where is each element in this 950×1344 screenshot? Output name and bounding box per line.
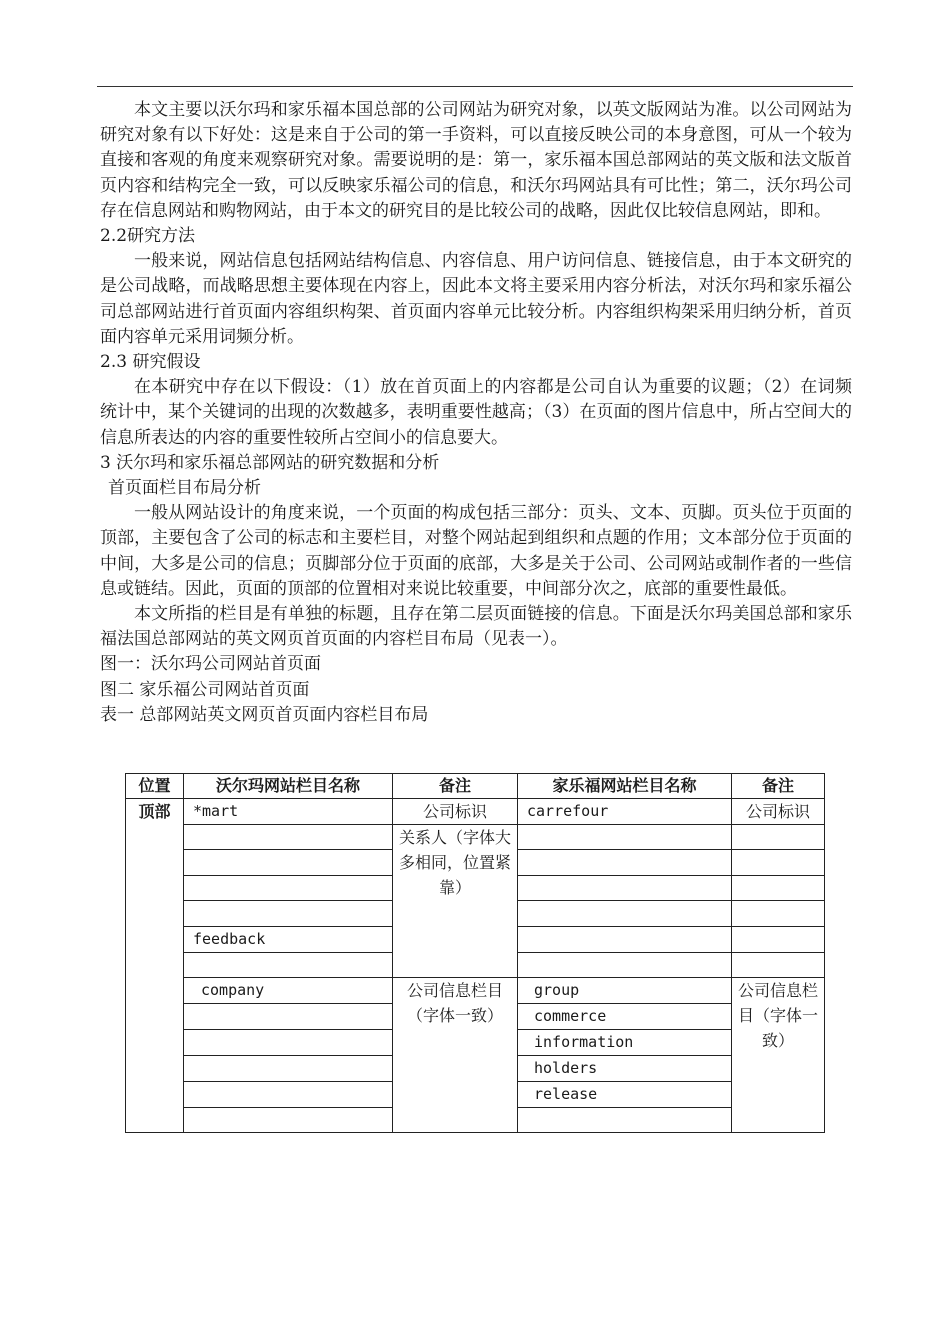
carrefour-note-company-info: 公司信息栏目（字体一致） (732, 977, 825, 1132)
walmart-note-company-info: 公司信息栏目（字体一致） (393, 977, 518, 1132)
carrefour-note-empty (732, 875, 825, 900)
header-walmart-column: 沃尔玛网站栏目名称 (184, 774, 393, 799)
header-note-1: 备注 (393, 774, 518, 799)
walmart-cell (184, 875, 393, 900)
walmart-cell (184, 825, 393, 850)
paragraph-page-structure: 一般从网站设计的角度来说，一个页面的构成包括三部分：页头、文本、页脚。页头位于页面的顶部，主要包含了公司的标志和主要栏目，对整个网站起到组织和点题的作用；文本部分位于页面的中间，大多是公司的信息；页脚部分位于页面的底部，大多是关于公司、公司网站或制作者的一些信息或链结。因此，页面的顶部的位置相对来说比较重要，中间部分次之，底部的重要性最低。 (100, 503, 852, 599)
carrefour-cell: carrefour (518, 799, 732, 825)
table-1-caption: 表一 总部网站英文网页首页面内容栏目布局 (100, 704, 429, 725)
walmart-cell: company (184, 977, 393, 1003)
document-body (100, 98, 852, 728)
walmart-note-logo: 公司标识 (393, 799, 518, 825)
figure-2-caption: 图二 家乐福公司网站首页面 (100, 679, 310, 700)
carrefour-cell (518, 850, 732, 875)
carrefour-cell (518, 1107, 732, 1132)
carrefour-cell: group (518, 977, 732, 1003)
paragraph-hypothesis: 在本研究中存在以下假设：（1）放在首页面上的内容都是公司自认为重要的议题；（2）在词频统计中，某个关键词的出现的次数越多，表明重要性越高；（3）在页面的图片信息中，所占空间大的信息所表达的内容的重要性较所占空间小的信息要大。 (100, 377, 852, 448)
header-note-2: 备注 (732, 774, 825, 799)
paragraph-research-method: 一般来说，网站信息包括网站结构信息、内容信息、用户访问信息、链接信息，由于本文研究的是公司战略，而战略思想主要体现在内容上，因此本文将主要采用内容分析法，对沃尔玛和家乐福公司总部网站进行首页面内容组织构架、首页面内容单元比较分析。内容组织构架采用归纳分析，首页面内容单元采用词频分析。 (100, 251, 852, 347)
carrefour-cell (518, 901, 732, 926)
paragraph-research-object: 本文主要以沃尔玛和家乐福本国总部的公司网站为研究对象，以英文版网站为准。以公司网站为研究对象有以下好处：这是来自于公司的第一手资料，可以直接反映公司的本身意图，可从一个较为直接和客观的角度来观察研究对象。需要说明的是：第一，家乐福本国总部网站的英文版和法文版首页内容和结构完全一致，可以反映家乐福公司的信息，和沃尔玛网站具有可比性；第二，沃尔玛公司存在信息网站和购物网站，由于本文的研究目的是比较公司的战略，因此仅比较信息网站，即和。 (100, 100, 852, 221)
table-row (126, 825, 825, 850)
header-position: 位置 (126, 774, 184, 799)
carrefour-cell (518, 875, 732, 900)
carrefour-cell: commerce (518, 1003, 732, 1029)
walmart-note-stakeholders: 关系人（字体大多相同，位置紧靠） (393, 825, 518, 978)
figure-1-caption: 图一：沃尔玛公司网站首页面 (100, 654, 321, 675)
carrefour-note-logo: 公司标识 (732, 799, 825, 825)
table-row (126, 977, 825, 1003)
walmart-cell (184, 1107, 393, 1132)
carrefour-cell: information (518, 1029, 732, 1055)
heading-3: 3 沃尔玛和家乐福总部网站的研究数据和分析 (100, 452, 440, 473)
subheading-layout-analysis: 首页面栏目布局分析 (108, 478, 261, 499)
walmart-cell (184, 952, 393, 977)
paragraph-column-definition: 本文所指的栏目是有单独的标题，且存在第二层页面链接的信息。下面是沃尔玛美国总部和家乐福法国总部网站的英文网页首页面的内容栏目布局（见表一）。 (100, 604, 852, 650)
walmart-cell (184, 1081, 393, 1107)
heading-2-3: 2.3 研究假设 (100, 352, 201, 373)
walmart-cell (184, 850, 393, 875)
table-header-row (126, 774, 825, 799)
walmart-cell (184, 1003, 393, 1029)
heading-2-2: 2.2研究方法 (100, 226, 196, 247)
layout-table (125, 773, 825, 1133)
carrefour-note-empty (732, 952, 825, 977)
header-rule (97, 86, 853, 87)
carrefour-note-empty (732, 901, 825, 926)
carrefour-cell (518, 926, 732, 952)
header-carrefour-column: 家乐福网站栏目名称 (518, 774, 732, 799)
carrefour-cell: release (518, 1081, 732, 1107)
position-cell-top: 顶部 (126, 799, 184, 1133)
walmart-cell (184, 1055, 393, 1081)
carrefour-note-empty (732, 850, 825, 875)
walmart-cell: *mart (184, 799, 393, 825)
carrefour-cell (518, 825, 732, 850)
carrefour-note-empty (732, 926, 825, 952)
walmart-cell (184, 1029, 393, 1055)
walmart-cell (184, 901, 393, 926)
carrefour-cell: holders (518, 1055, 732, 1081)
carrefour-cell (518, 952, 732, 977)
carrefour-note-empty (732, 825, 825, 850)
walmart-cell: feedback (184, 926, 393, 952)
